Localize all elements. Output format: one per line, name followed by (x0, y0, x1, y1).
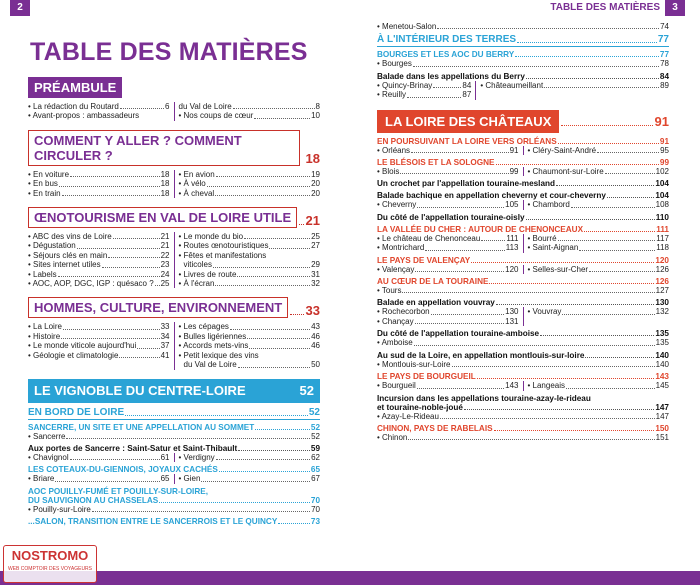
toc-entry[interactable]: • Reuilly 87 (377, 90, 472, 100)
toc-entry[interactable]: • Valençay 120 (377, 264, 519, 274)
toc-entry[interactable]: • AOC, AOP, DGC, IGP : quésaco ? 25 (28, 279, 170, 289)
subsection-heading[interactable]: CHINON, PAYS DE RABELAIS 150 (377, 423, 669, 433)
bottom-bar (0, 571, 700, 585)
toc-entry[interactable]: • Quincy-Brinay 84 (377, 80, 472, 90)
toc-entry[interactable]: • En train 18 (28, 188, 170, 198)
toc-entry[interactable]: • Sites internet utiles 23 (28, 260, 170, 270)
subsection-heading[interactable]: EN POURSUIVANT LA LOIRE VERS ORLÉANS 91 (377, 136, 669, 146)
toc-entry[interactable]: • Nos coups de cœur 10 (178, 111, 320, 121)
section-preambule (28, 77, 320, 121)
toc-entry[interactable]: du Val de Loire 50 (183, 360, 320, 370)
toc-entry[interactable]: • Le monde viticole aujourd'hui 37 (28, 341, 170, 351)
toc-entry[interactable]: • Gien 67 (178, 474, 320, 484)
toc-entry[interactable]: • Bourges 78 (377, 59, 669, 69)
subsection-heading[interactable]: DU SAUVIGNON AU CHASSELAS 70 (28, 495, 320, 505)
chapter-banner[interactable]: LE VIGNOBLE DU CENTRE-LOIRE 52 (28, 379, 320, 403)
toc-entry[interactable]: • Histoire 34 (28, 331, 170, 341)
subsection-heading[interactable]: Du côté de l'appellation touraine-amboise 135 (377, 329, 669, 339)
subsection-heading[interactable]: ...SALON, TRANSITION ENTRE LE SANCERROIS ET LE QUINCY 73 (28, 517, 320, 527)
section-oenotourisme (28, 207, 320, 288)
subsection-heading[interactable]: AOC POUILLY-FUMÉ ET POUILLY-SUR-LOIRE, (28, 486, 208, 496)
toc-entry[interactable]: • Géologie et climatologie 41 (28, 350, 170, 360)
toc-entry[interactable]: • Routes œnotouristiques 27 (178, 241, 320, 251)
subsection-heading[interactable]: EN BORD DE LOIRE 52 (28, 406, 320, 418)
toc-entry[interactable]: • Bourgueil 143 (377, 381, 519, 391)
right-page-number: 3 (665, 0, 685, 16)
subsection-heading[interactable]: Balade bachique en appellation cheverny et cour-cheverny 104 (377, 191, 669, 201)
toc-entry[interactable]: • Châteaumeillant 89 (480, 80, 669, 90)
toc-entry[interactable]: • Séjours clés en main 22 (28, 250, 170, 260)
toc-entry[interactable]: • Fêtes et manifestations (178, 250, 267, 260)
toc-entry[interactable]: • ABC des vins de Loire 21 (28, 232, 170, 242)
logo-name: NOSTROMO (11, 548, 89, 563)
toc-entry[interactable]: • À l'écran 32 (178, 279, 320, 289)
toc-entry[interactable]: du Val de Loire 8 (178, 102, 320, 111)
toc-entry[interactable]: • Montrichard 113 (377, 243, 519, 253)
toc-entry[interactable]: • La rédaction du Routard 6 (28, 102, 170, 111)
toc-entry[interactable]: • Chambord 108 (527, 200, 669, 210)
subsection-heading[interactable]: Aux portes de Sancerre : Saint-Satur et Saint-Thibault 59 (28, 443, 320, 453)
toc-entry[interactable]: • À vélo 20 (178, 179, 320, 189)
toc-entry[interactable]: • Pouilly-sur-Loire 70 (28, 504, 320, 514)
subsection-heading[interactable]: Incursion dans les appellations touraine-azay-le-rideau (377, 393, 591, 403)
toc-entry[interactable]: • Chavignol 61 (28, 452, 170, 462)
toc-entry[interactable]: • Chaumont-sur-Loire 102 (527, 167, 669, 177)
section-heading[interactable]: PRÉAMBULE (28, 77, 122, 98)
toc-entry[interactable]: • En avion 19 (178, 169, 320, 179)
section-heading-row[interactable]: COMMENT Y ALLER ? COMMENT CIRCULER ? 18 (28, 130, 320, 166)
subsection-heading[interactable]: LA VALLÉE DU CHER : AUTOUR DE CHENONCEAUX 111 (377, 224, 669, 234)
page-title: TABLE DES MATIÈRES (30, 38, 308, 66)
subsection-heading[interactable]: Du côté de l'appellation touraine-oisly 110 (377, 212, 669, 222)
toc-entry[interactable]: • Accords mets-vins 46 (178, 341, 320, 351)
toc-entry[interactable]: • Cléry-Saint-André 95 (527, 145, 669, 155)
logo-tagline: WEB COMPTOIR DES VOYAGEURS (8, 566, 92, 572)
subsection-heading[interactable]: et touraine-noble-joué 147 (377, 402, 669, 412)
toc-entry[interactable]: • Menetou-Salon 74 (377, 22, 669, 31)
left-page-number: 2 (10, 0, 30, 16)
toc-entry[interactable]: • Cheverny 105 (377, 200, 519, 210)
subsection-heading[interactable]: SANCERRE, UN SITE ET UNE APPELLATION AU SOMMET 52 (28, 422, 320, 432)
subsection-heading[interactable]: BOURGES ET LES AOC DU BERRY 77 (377, 50, 669, 60)
subsection-heading[interactable]: Balade en appellation vouvray 130 (377, 298, 669, 308)
toc-entry[interactable]: • Montlouis-sur-Loire 140 (377, 359, 669, 369)
toc-entry[interactable]: viticoles 29 (183, 260, 320, 270)
subsection-heading[interactable]: LES COTEAUX-DU-GIENNOIS, JOYAUX CACHÉS 65 (28, 465, 320, 475)
section-vignoble (28, 379, 320, 527)
toc-entry[interactable]: • Chinon 151 (377, 432, 669, 442)
subsection-heading[interactable]: À L'INTÉRIEUR DES TERRES 77 (377, 34, 669, 46)
toc-entry[interactable]: • Tours 127 (377, 286, 669, 296)
toc-entry[interactable]: • Dégustation 21 (28, 241, 170, 251)
top-bar (0, 0, 700, 16)
subsection-heading[interactable]: Au sud de la Loire, en appellation montlouis-sur-loire 140 (377, 350, 669, 360)
subsection-heading[interactable]: LE PAYS DE BOURGUEIL 143 (377, 372, 669, 382)
section-hommes (28, 297, 320, 369)
toc-entry[interactable]: • En voiture 18 (28, 169, 170, 179)
subsection-heading[interactable]: Un crochet par l'appellation touraine-mesland 104 (377, 179, 669, 189)
toc-entry[interactable]: • Amboise 135 (377, 338, 669, 348)
toc-entry[interactable]: • Le château de Chenonceau 111 (377, 233, 519, 243)
section-heading-row[interactable]: HOMMES, CULTURE, ENVIRONNEMENT 33 (28, 297, 320, 318)
toc-entry[interactable]: • La Loire 33 (28, 322, 170, 332)
toc-entry[interactable]: • Le monde du bio 25 (178, 232, 320, 242)
subsection-heading[interactable]: Balade dans les appellations du Berry 84 (377, 71, 669, 81)
toc-entry[interactable]: • Labels 24 (28, 269, 170, 279)
toc-entry[interactable]: • Orléans 91 (377, 145, 519, 155)
toc-entry[interactable]: • Langeais 145 (527, 381, 669, 391)
subsection-heading[interactable]: LE PAYS DE VALENÇAY 120 (377, 255, 669, 265)
entry-columns (28, 102, 320, 121)
toc-entry[interactable]: • Les cépages 43 (178, 322, 320, 332)
toc-entry[interactable]: • À cheval 20 (178, 188, 320, 198)
toc-entry[interactable]: • Azay-Le-Rideau 147 (377, 411, 669, 421)
toc-entry[interactable]: • Rochecorbon 130 (377, 307, 519, 317)
toc-entry[interactable]: • Vouvray 132 (527, 307, 669, 317)
toc-entry[interactable]: • Bulles ligériennes 46 (178, 331, 320, 341)
toc-entry[interactable]: • Livres de route 31 (178, 269, 320, 279)
toc-entry[interactable]: • Saint-Aignan 118 (527, 243, 669, 253)
toc-entry[interactable]: • En bus 18 (28, 179, 170, 189)
toc-entry[interactable]: • Avant-propos : ambassadeurs (28, 111, 140, 121)
running-head: TABLE DES MATIÈRES (550, 2, 660, 13)
toc-entry[interactable]: • Blois 99 (377, 167, 519, 177)
toc-entry[interactable]: • Petit lexique des vins (178, 350, 259, 360)
toc-entry[interactable]: • Chançay 131 (377, 316, 519, 326)
right-column (377, 22, 669, 442)
chapter-banner[interactable]: LA LOIRE DES CHÂTEAUX 91 (377, 110, 669, 133)
toc-entry[interactable]: • Bourré 117 (527, 233, 669, 243)
subsection-heading[interactable]: AU CŒUR DE LA TOURAINE 126 (377, 277, 669, 287)
left-column (28, 16, 320, 526)
watermark-logo (3, 545, 97, 583)
subsection-heading[interactable]: LE BLÉSOIS ET LA SOLOGNE 99 (377, 158, 669, 168)
toc-entry[interactable]: • Selles-sur-Cher 126 (527, 264, 669, 274)
toc-entry[interactable]: • Briare 65 (28, 474, 170, 484)
toc-entry[interactable]: • Verdigny 62 (178, 452, 320, 462)
section-heading-row[interactable]: ŒNOTOURISME EN VAL DE LOIRE UTILE 21 (28, 207, 320, 228)
toc-entry[interactable]: • Sancerre 52 (28, 431, 320, 441)
section-comment (28, 130, 320, 198)
